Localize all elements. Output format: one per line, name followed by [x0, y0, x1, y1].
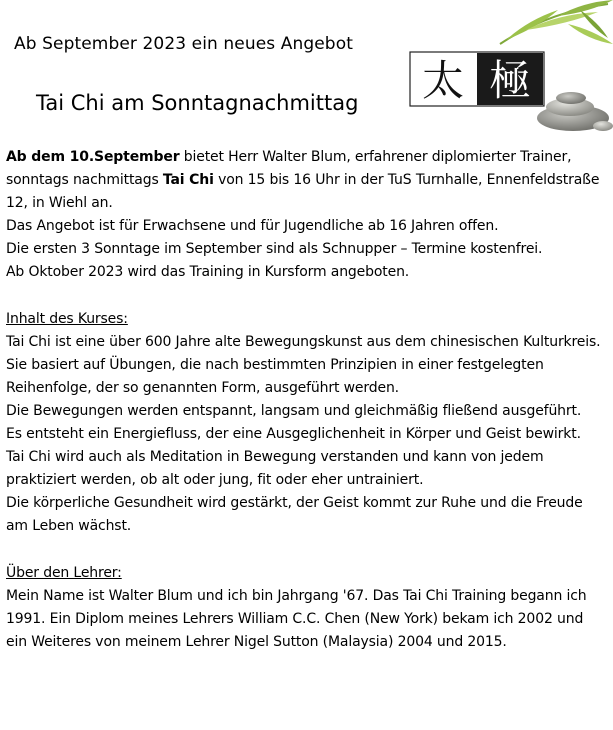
announcement-body	[6, 146, 606, 654]
page-title: Tai Chi am Sonntagnachmittag	[36, 91, 359, 115]
intro-text-1: bietet Herr Walter Blum, erfahrener diplomierter Trainer, sonntags nachmittags	[6, 149, 572, 189]
intro-text-2: von 15 bis 16 Uhr in der TuS Turnhalle, Ennenfeldstraße 12, in Wiehl an.	[6, 172, 600, 212]
tai-chi-highlight: Tai Chi	[162, 172, 214, 189]
start-date-highlight: Ab dem 10.September	[6, 149, 180, 165]
course-content-heading: Inhalt des Kurses:	[6, 310, 128, 327]
tai-chi-logo-decoration	[408, 0, 613, 140]
audience-line: Das Angebot ist für Erwachsene und für Jugendliche ab 16 Jahren offen.	[6, 218, 499, 235]
course-line: Die körperliche Gesundheit wird gestärkt, der Geist kommt zur Ruhe und die Freude am Leben wächst.	[6, 495, 583, 535]
course-form-line: Ab Oktober 2023 wird das Training in Kursform angeboten.	[6, 264, 410, 281]
course-line: Tai Chi wird auch als Meditation in Bewegung verstanden und kann von jedem praktiziert werden, ob alt oder jung, fit oder eher untrainiert.	[6, 449, 544, 489]
intro-paragraph	[6, 146, 606, 215]
teacher-paragraph: Mein Name ist Walter Blum und ich bin Jahrgang '67. Das Tai Chi Training begann ich 1991. Ein Diplom meines Lehrers William C.C. Chen (New York) bekam ich 2002 und ein Weiteres von meinem Lehrer Nigel Sutton (Malaysia) 2004 und 2015.	[6, 587, 587, 650]
announcement-line: Ab September 2023 ein neues Angebot	[14, 34, 353, 54]
svg-text:太: 太	[421, 56, 465, 105]
course-line: Es entsteht ein Energiefluss, der eine Ausgeglichenheit in Körper und Geist bewirkt.	[6, 426, 581, 443]
bamboo-leaves-illustration	[500, 0, 613, 44]
teacher-heading: Über den Lehrer:	[6, 564, 122, 581]
tai-ji-characters-logo	[410, 52, 544, 106]
course-line: Die Bewegungen werden entspannt, langsam und gleichmäßig fließend ausgeführt.	[6, 402, 582, 419]
pebble-stones-illustration	[537, 92, 613, 131]
course-line: Tai Chi ist eine über 600 Jahre alte Bewegungskunst aus dem chinesischen Kulturkreis.	[6, 333, 601, 350]
svg-text:極: 極	[488, 56, 532, 105]
course-line: Sie basiert auf Übungen, die nach bestimmten Prinzipien in einer festgelegten Reihenfolge, der so genannten Form, ausgeführt werden.	[6, 356, 544, 396]
trial-line: Die ersten 3 Sonntage im September sind als Schnupper – Termine kostenfrei.	[6, 241, 543, 258]
